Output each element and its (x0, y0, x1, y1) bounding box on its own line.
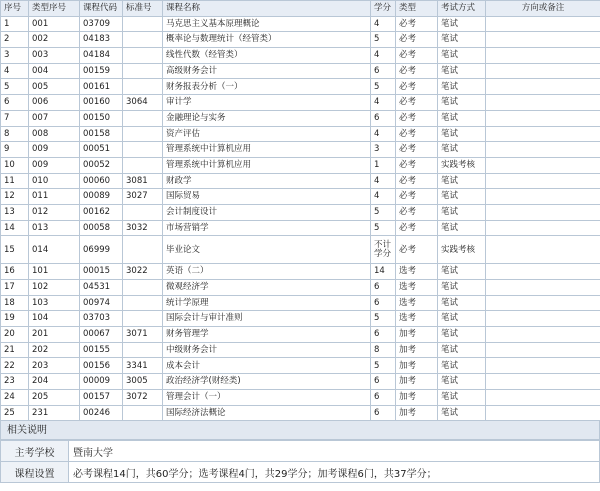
cell-type-seq: 009 (29, 157, 80, 173)
cell-name: 审计学 (163, 95, 371, 111)
cell-exam: 笔试 (438, 358, 486, 374)
table-row (1, 280, 600, 296)
cell-name: 财务报表分析（一） (163, 79, 371, 95)
cell-seq: 12 (1, 189, 29, 205)
cell-code: 00052 (80, 157, 123, 173)
cell-seq: 5 (1, 79, 29, 95)
table-row (1, 204, 600, 220)
cell-exam: 笔试 (438, 374, 486, 390)
cell-credit: 4 (371, 126, 396, 142)
cell-std-no: 3064 (123, 95, 163, 111)
courses-label: 课程设置 (1, 462, 69, 483)
cell-seq: 24 (1, 389, 29, 405)
cell-exam: 笔试 (438, 264, 486, 280)
cell-std-no (123, 79, 163, 95)
cell-std-no (123, 342, 163, 358)
table-row (1, 189, 600, 205)
cell-direction (486, 295, 600, 311)
table-row (1, 220, 600, 236)
cell-credit: 4 (371, 16, 396, 32)
cell-code: 00246 (80, 405, 123, 421)
cell-code: 00058 (80, 220, 123, 236)
cell-seq: 7 (1, 110, 29, 126)
cell-std-no (123, 157, 163, 173)
cell-std-no (123, 126, 163, 142)
cell-name: 概率论与数理统计（经管类） (163, 32, 371, 48)
cell-exam: 笔试 (438, 95, 486, 111)
cell-type-seq: 231 (29, 405, 80, 421)
header-credit: 学分 (371, 1, 396, 17)
cell-name: 英语（二） (163, 264, 371, 280)
table-row (1, 342, 600, 358)
cell-credit: 6 (371, 110, 396, 126)
cell-code: 00159 (80, 63, 123, 79)
cell-direction (486, 264, 600, 280)
table-row (1, 157, 600, 173)
cell-seq: 23 (1, 374, 29, 390)
header-row (1, 1, 600, 17)
cell-credit: 6 (371, 280, 396, 296)
cell-type: 选考 (396, 311, 438, 327)
cell-code: 00150 (80, 110, 123, 126)
cell-exam: 笔试 (438, 342, 486, 358)
cell-type-seq: 005 (29, 79, 80, 95)
cell-seq: 18 (1, 295, 29, 311)
cell-direction (486, 110, 600, 126)
table-row (1, 32, 600, 48)
cell-type: 必考 (396, 220, 438, 236)
header-exam: 考试方式 (438, 1, 486, 17)
cell-seq: 16 (1, 264, 29, 280)
table-row (1, 16, 600, 32)
cell-credit: 5 (371, 358, 396, 374)
table-row (1, 389, 600, 405)
cell-seq: 6 (1, 95, 29, 111)
cell-credit: 6 (371, 295, 396, 311)
cell-direction (486, 280, 600, 296)
cell-seq: 15 (1, 236, 29, 264)
cell-std-no (123, 311, 163, 327)
cell-name: 管理系统中计算机应用 (163, 142, 371, 158)
cell-seq: 1 (1, 16, 29, 32)
cell-std-no: 3032 (123, 220, 163, 236)
cell-std-no (123, 16, 163, 32)
cell-name: 线性代数（经管类） (163, 48, 371, 64)
cell-code: 03703 (80, 311, 123, 327)
cell-std-no (123, 295, 163, 311)
cell-direction (486, 48, 600, 64)
cell-credit: 6 (371, 63, 396, 79)
cell-name: 财政学 (163, 173, 371, 189)
cell-name: 国际贸易 (163, 189, 371, 205)
cell-code: 00158 (80, 126, 123, 142)
header-name: 课程名称 (163, 1, 371, 17)
cell-credit: 5 (371, 32, 396, 48)
cell-name: 成本会计 (163, 358, 371, 374)
cell-credit: 1 (371, 157, 396, 173)
cell-code: 00089 (80, 189, 123, 205)
cell-type: 加考 (396, 342, 438, 358)
cell-seq: 21 (1, 342, 29, 358)
cell-name: 高级财务会计 (163, 63, 371, 79)
cell-seq: 13 (1, 204, 29, 220)
cell-exam: 笔试 (438, 204, 486, 220)
cell-code: 04183 (80, 32, 123, 48)
cell-exam: 笔试 (438, 48, 486, 64)
cell-credit: 5 (371, 79, 396, 95)
cell-std-no: 3081 (123, 173, 163, 189)
cell-type-seq: 102 (29, 280, 80, 296)
cell-type-seq: 002 (29, 32, 80, 48)
cell-type-seq: 201 (29, 327, 80, 343)
cell-credit: 6 (371, 389, 396, 405)
cell-std-no: 3005 (123, 374, 163, 390)
cell-type: 必考 (396, 204, 438, 220)
cell-code: 00067 (80, 327, 123, 343)
cell-code: 00155 (80, 342, 123, 358)
header-code: 课程代码 (80, 1, 123, 17)
cell-exam: 笔试 (438, 405, 486, 421)
cell-seq: 19 (1, 311, 29, 327)
cell-exam: 笔试 (438, 173, 486, 189)
cell-name: 管理会计（一） (163, 389, 371, 405)
header-type: 类型 (396, 1, 438, 17)
table-row (1, 358, 600, 374)
cell-direction (486, 236, 600, 264)
cell-type-seq: 009 (29, 142, 80, 158)
cell-direction (486, 189, 600, 205)
cell-credit: 不计学分 (371, 236, 396, 264)
cell-name: 管理系统中计算机应用 (163, 157, 371, 173)
cell-seq: 10 (1, 157, 29, 173)
cell-code: 00974 (80, 295, 123, 311)
table-row (1, 295, 600, 311)
cell-credit: 5 (371, 220, 396, 236)
header-direction: 方向或备注 (486, 1, 600, 17)
cell-std-no (123, 280, 163, 296)
cell-credit: 4 (371, 95, 396, 111)
cell-direction (486, 311, 600, 327)
cell-exam: 笔试 (438, 63, 486, 79)
cell-direction (486, 157, 600, 173)
cell-exam: 笔试 (438, 327, 486, 343)
cell-direction (486, 79, 600, 95)
table-row (1, 327, 600, 343)
info-table (0, 440, 600, 483)
table-row (1, 236, 600, 264)
cell-credit: 5 (371, 311, 396, 327)
cell-exam: 笔试 (438, 16, 486, 32)
cell-type-seq: 203 (29, 358, 80, 374)
cell-credit: 8 (371, 342, 396, 358)
cell-credit: 4 (371, 189, 396, 205)
cell-name: 国际会计与审计准则 (163, 311, 371, 327)
cell-code: 00015 (80, 264, 123, 280)
table-row (1, 374, 600, 390)
header-seq: 序号 (1, 1, 29, 17)
cell-name: 中级财务会计 (163, 342, 371, 358)
cell-seq: 2 (1, 32, 29, 48)
cell-type-seq: 008 (29, 126, 80, 142)
cell-direction (486, 220, 600, 236)
cell-type: 选考 (396, 264, 438, 280)
cell-type: 加考 (396, 405, 438, 421)
cell-exam: 笔试 (438, 220, 486, 236)
school-label: 主考学校 (1, 441, 69, 462)
cell-name: 会计制度设计 (163, 204, 371, 220)
cell-exam: 笔试 (438, 142, 486, 158)
cell-type: 加考 (396, 327, 438, 343)
cell-seq: 9 (1, 142, 29, 158)
cell-exam: 笔试 (438, 389, 486, 405)
cell-type: 必考 (396, 16, 438, 32)
cell-std-no (123, 204, 163, 220)
cell-code: 00051 (80, 142, 123, 158)
cell-direction (486, 405, 600, 421)
cell-exam: 笔试 (438, 110, 486, 126)
cell-exam: 实践考核 (438, 157, 486, 173)
cell-code: 06999 (80, 236, 123, 264)
school-value: 暨南大学 (69, 441, 600, 462)
table-row (1, 95, 600, 111)
cell-seq: 20 (1, 327, 29, 343)
cell-exam: 笔试 (438, 280, 486, 296)
cell-seq: 11 (1, 173, 29, 189)
cell-code: 04531 (80, 280, 123, 296)
cell-direction (486, 327, 600, 343)
cell-direction (486, 389, 600, 405)
info-row-school (1, 441, 600, 462)
cell-type: 加考 (396, 374, 438, 390)
cell-type-seq: 104 (29, 311, 80, 327)
table-row (1, 142, 600, 158)
cell-code: 00157 (80, 389, 123, 405)
cell-type-seq: 204 (29, 374, 80, 390)
cell-type: 必考 (396, 236, 438, 264)
cell-exam: 笔试 (438, 32, 486, 48)
cell-direction (486, 173, 600, 189)
cell-type: 必考 (396, 95, 438, 111)
cell-direction (486, 374, 600, 390)
cell-name: 政治经济学(财经类) (163, 374, 371, 390)
cell-direction (486, 63, 600, 79)
cell-type-seq: 014 (29, 236, 80, 264)
cell-seq: 22 (1, 358, 29, 374)
cell-std-no: 3341 (123, 358, 163, 374)
cell-code: 00160 (80, 95, 123, 111)
cell-std-no (123, 405, 163, 421)
cell-direction (486, 126, 600, 142)
cell-direction (486, 142, 600, 158)
header-type-seq: 类型序号 (29, 1, 80, 17)
cell-name: 国际经济法概论 (163, 405, 371, 421)
cell-credit: 3 (371, 142, 396, 158)
cell-credit: 6 (371, 405, 396, 421)
table-row (1, 405, 600, 421)
table-row (1, 63, 600, 79)
table-row (1, 48, 600, 64)
cell-code: 00060 (80, 173, 123, 189)
cell-direction (486, 32, 600, 48)
cell-credit: 4 (371, 48, 396, 64)
cell-type-seq: 003 (29, 48, 80, 64)
cell-type: 必考 (396, 157, 438, 173)
cell-name: 马克思主义基本原理概论 (163, 16, 371, 32)
table-row (1, 110, 600, 126)
table-row (1, 173, 600, 189)
cell-std-no (123, 63, 163, 79)
cell-std-no: 3022 (123, 264, 163, 280)
cell-credit: 5 (371, 204, 396, 220)
table-row (1, 264, 600, 280)
cell-type: 必考 (396, 63, 438, 79)
cell-exam: 笔试 (438, 295, 486, 311)
cell-type: 必考 (396, 79, 438, 95)
cell-name: 金融理论与实务 (163, 110, 371, 126)
cell-exam: 笔试 (438, 79, 486, 95)
cell-code: 00161 (80, 79, 123, 95)
cell-type: 必考 (396, 48, 438, 64)
cell-code: 04184 (80, 48, 123, 64)
cell-std-no: 3072 (123, 389, 163, 405)
cell-seq: 8 (1, 126, 29, 142)
cell-type-seq: 001 (29, 16, 80, 32)
cell-name: 资产评估 (163, 126, 371, 142)
table-row (1, 311, 600, 327)
info-row-courses (1, 462, 600, 483)
cell-code: 00162 (80, 204, 123, 220)
cell-type-seq: 007 (29, 110, 80, 126)
cell-std-no (123, 48, 163, 64)
cell-credit: 14 (371, 264, 396, 280)
cell-type-seq: 010 (29, 173, 80, 189)
cell-type: 必考 (396, 142, 438, 158)
cell-type-seq: 205 (29, 389, 80, 405)
cell-direction (486, 16, 600, 32)
cell-type: 选考 (396, 295, 438, 311)
cell-type: 加考 (396, 389, 438, 405)
cell-exam: 笔试 (438, 189, 486, 205)
table-row (1, 79, 600, 95)
cell-type-seq: 202 (29, 342, 80, 358)
cell-exam: 笔试 (438, 311, 486, 327)
cell-seq: 4 (1, 63, 29, 79)
cell-name: 微观经济学 (163, 280, 371, 296)
cell-seq: 14 (1, 220, 29, 236)
section-title: 相关说明 (0, 421, 600, 440)
cell-direction (486, 342, 600, 358)
cell-std-no (123, 32, 163, 48)
courses-value: 必考课程14门，共60学分；选考课程4门，共29学分；加考课程6门，共37学分； (69, 462, 600, 483)
cell-type-seq: 004 (29, 63, 80, 79)
cell-std-no: 3071 (123, 327, 163, 343)
cell-std-no (123, 142, 163, 158)
cell-type-seq: 012 (29, 204, 80, 220)
course-table-body (1, 16, 600, 421)
cell-type-seq: 006 (29, 95, 80, 111)
cell-type: 选考 (396, 280, 438, 296)
cell-std-no (123, 110, 163, 126)
cell-std-no (123, 236, 163, 264)
cell-type: 必考 (396, 110, 438, 126)
cell-credit: 6 (371, 374, 396, 390)
cell-type: 必考 (396, 189, 438, 205)
cell-name: 市场营销学 (163, 220, 371, 236)
cell-code: 00156 (80, 358, 123, 374)
cell-credit: 6 (371, 327, 396, 343)
cell-exam: 实践考核 (438, 236, 486, 264)
cell-std-no: 3027 (123, 189, 163, 205)
table-row (1, 126, 600, 142)
cell-seq: 17 (1, 280, 29, 296)
cell-seq: 3 (1, 48, 29, 64)
cell-credit: 4 (371, 173, 396, 189)
cell-seq: 25 (1, 405, 29, 421)
cell-type-seq: 011 (29, 189, 80, 205)
cell-direction (486, 204, 600, 220)
cell-code: 00009 (80, 374, 123, 390)
cell-direction (486, 95, 600, 111)
cell-type: 必考 (396, 32, 438, 48)
cell-type-seq: 101 (29, 264, 80, 280)
header-std-no: 标准号 (123, 1, 163, 17)
cell-code: 03709 (80, 16, 123, 32)
cell-type: 加考 (396, 358, 438, 374)
cell-direction (486, 358, 600, 374)
cell-name: 财务管理学 (163, 327, 371, 343)
cell-exam: 笔试 (438, 126, 486, 142)
cell-name: 统计学原理 (163, 295, 371, 311)
cell-type-seq: 103 (29, 295, 80, 311)
cell-name: 毕业论文 (163, 236, 371, 264)
cell-type: 必考 (396, 126, 438, 142)
cell-type: 必考 (396, 173, 438, 189)
cell-type-seq: 013 (29, 220, 80, 236)
